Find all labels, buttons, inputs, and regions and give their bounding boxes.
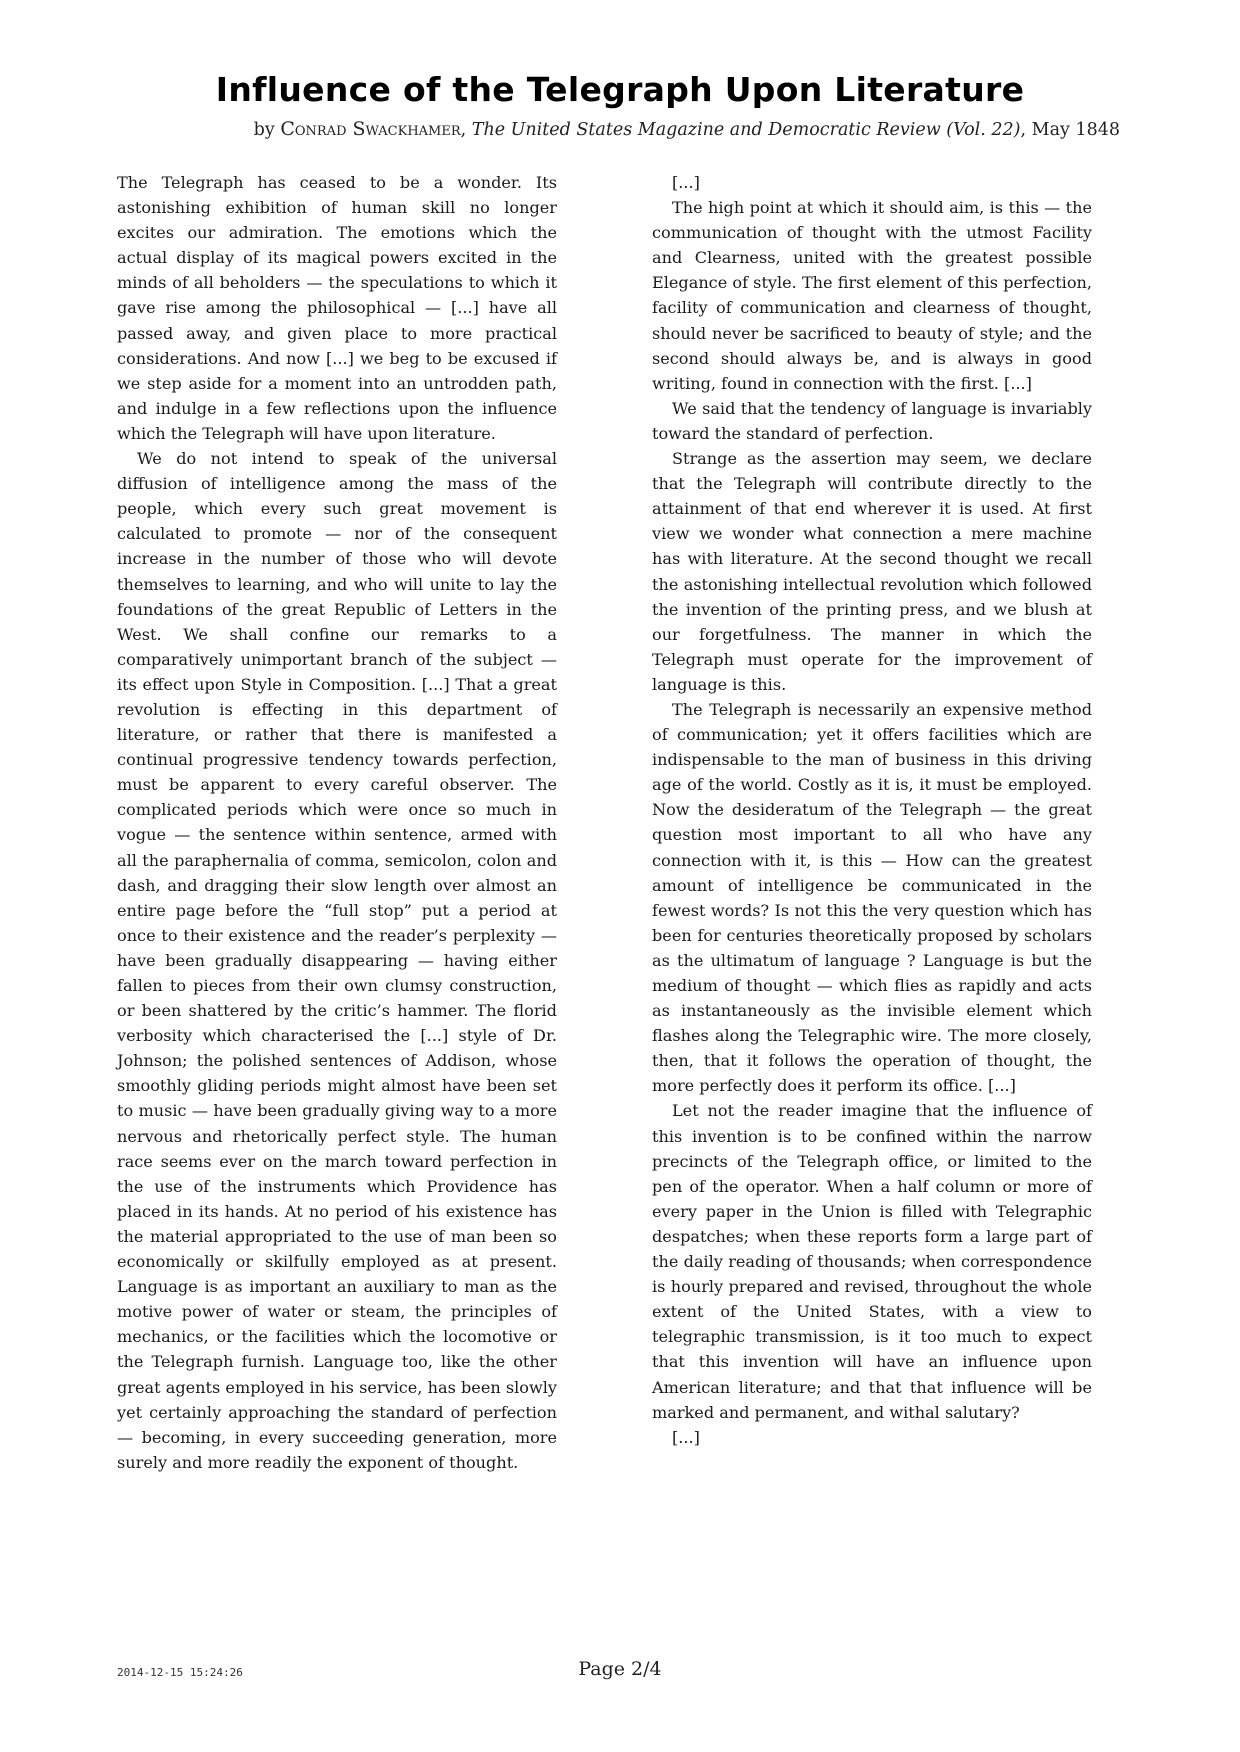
paragraph: We said that the tendency of language is invariably toward the standard of perfection. bbox=[652, 398, 1092, 443]
byline-prefix: by bbox=[253, 120, 275, 140]
paragraph: The Telegraph has ceased to be a wonder. Its astonishing exhibition of human skill no longer excites our admiration. The emotions which the actual display of its magical powers excited in the minds of all beholders — the speculations to which it gave rise among the philosophical — [...] have all passed away, and given place to more practical considerations. And now [...] we beg to be excused if we step aside for a moment into an untrodden path, and indulge in a few reflections upon the influence which the Telegraph will have upon literature. bbox=[117, 173, 557, 443]
byline-date: May 1848 bbox=[1031, 120, 1120, 140]
footer-timestamp: 2014-12-15 15:24:26 bbox=[117, 1666, 243, 1679]
page-title: Influence of the Telegraph Upon Literature bbox=[215, 70, 1025, 110]
byline-author: Conrad Swackhamer bbox=[280, 118, 461, 140]
paragraph: The Telegraph is necessarily an expensive method of communication; yet it offers facilities which are indispensable to the man of business in this driving age of the world. Costly as it is, it must be employed. Now the desideratum of the Telegraph — the great question most important to all who have any connection with it, is this — How can the greatest amount of intelligence be communicated in the fewest words? Is not this the very question which has been for centuries theoretically proposed by scholars as the ultimatum of language ? Language is but the medium of thought — which flies as rapidly and acts as instantaneously as the invisible element which flashes along the Telegraphic wire. The more closely, then, that it follows the operation of thought, the more perfectly does it perform its office. [...] bbox=[652, 699, 1092, 1096]
left-column bbox=[117, 170, 557, 1475]
byline: by Conrad Swackhamer, The United States Magazine and Democratic Review (Vol. 22), May 1848 bbox=[253, 118, 1120, 140]
ellipsis-marker: [...] bbox=[672, 1427, 700, 1447]
right-column bbox=[652, 170, 1092, 1450]
paragraph: Strange as the assertion may seem, we declare that the Telegraph will contribute directly to the attainment of that end wherever it is used. At first view we wonder what connection a mere machine has with literature. At the second thought we recall the astonishing intellectual revolution which followed the invention of the printing press, and we blush at our forgetfulness. The manner in which the Telegraph must operate for the improvement of language is this. bbox=[652, 449, 1092, 694]
paragraph: Let not the reader imagine that the influence of this invention is to be confined within the narrow precincts of the Telegraph office, or limited to the pen of the operator. When a half column or more of every paper in the Union is filled with Telegraphic despatches; when these reports form a large part of the daily reading of thousands; when correspondence is hourly prepared and revised, throughout the whole extent of the United States, with a view to telegraphic transmission, is it too much to expect that this invention will have an influence upon American literature; and that that influence will be marked and permanent, and withal salutary? bbox=[652, 1101, 1092, 1422]
byline-publication: The United States Magazine and Democratic Review (Vol. 22) bbox=[471, 120, 1021, 140]
page-number: Page 2/4 bbox=[578, 1658, 662, 1680]
paragraph: The high point at which it should aim, is this — the communication of thought with the utmost Facility and Clearness, united with the greatest possible Elegance of style. The first element of this perfection, facility of communication and clearness of thought, should never be sacrificed to beauty of style; and the second should always be, and is always in good writing, found in connection with the first. [...] bbox=[652, 198, 1092, 393]
ellipsis-marker: [...] bbox=[672, 173, 700, 192]
paragraph: We do not intend to speak of the universal diffusion of intelligence among the mass of the people, which every such great movement is calculated to promote — nor of the consequent increase in the number of those who will devote themselves to learning, and who will unite to lay the foundations of the great Republic of Letters in the West. We shall confine our remarks to a comparatively unimportant branch of the subject — its effect upon Style in Composition. [...] That a great revolution is effecting in this department of literature, or rather that there is manifested a continual progressive tendency towards perfection, must be apparent to every careful observer. The complicated periods which were once so much in vogue — the sentence within sentence, armed with all the paraphernalia of comma, semicolon, colon and dash, and dragging their slow length over almost an entire page before the “full stop” put a period at once to their existence and the reader’s perplexity — have been gradually disappearing — having either fallen to pieces from their own clumsy construction, or been shattered by the critic’s hammer. The florid verbosity which characterised the [...] style of Dr. Johnson; the polished sentences of Addison, whose smoothly gliding periods might almost have been set to music — have been gradually giving way to a more nervous and rhetorically perfect style. The human race seems ever on the march toward perfection in the use of the instruments which Providence has placed in its hands. At no period of his existence has the material appropriated to the use of man been so economically or skilfully employed as at present. Language is as important an auxiliary to man as the motive power of water or steam, the principles of mechanics, or the facilities which the locomotive or the Telegraph furnish. Language too, like the other great agents employed in his service, has been slowly yet certainly approaching the standard of perfection — becoming, in every succeeding generation, more surely and more readily the exponent of thought. bbox=[117, 449, 557, 1472]
